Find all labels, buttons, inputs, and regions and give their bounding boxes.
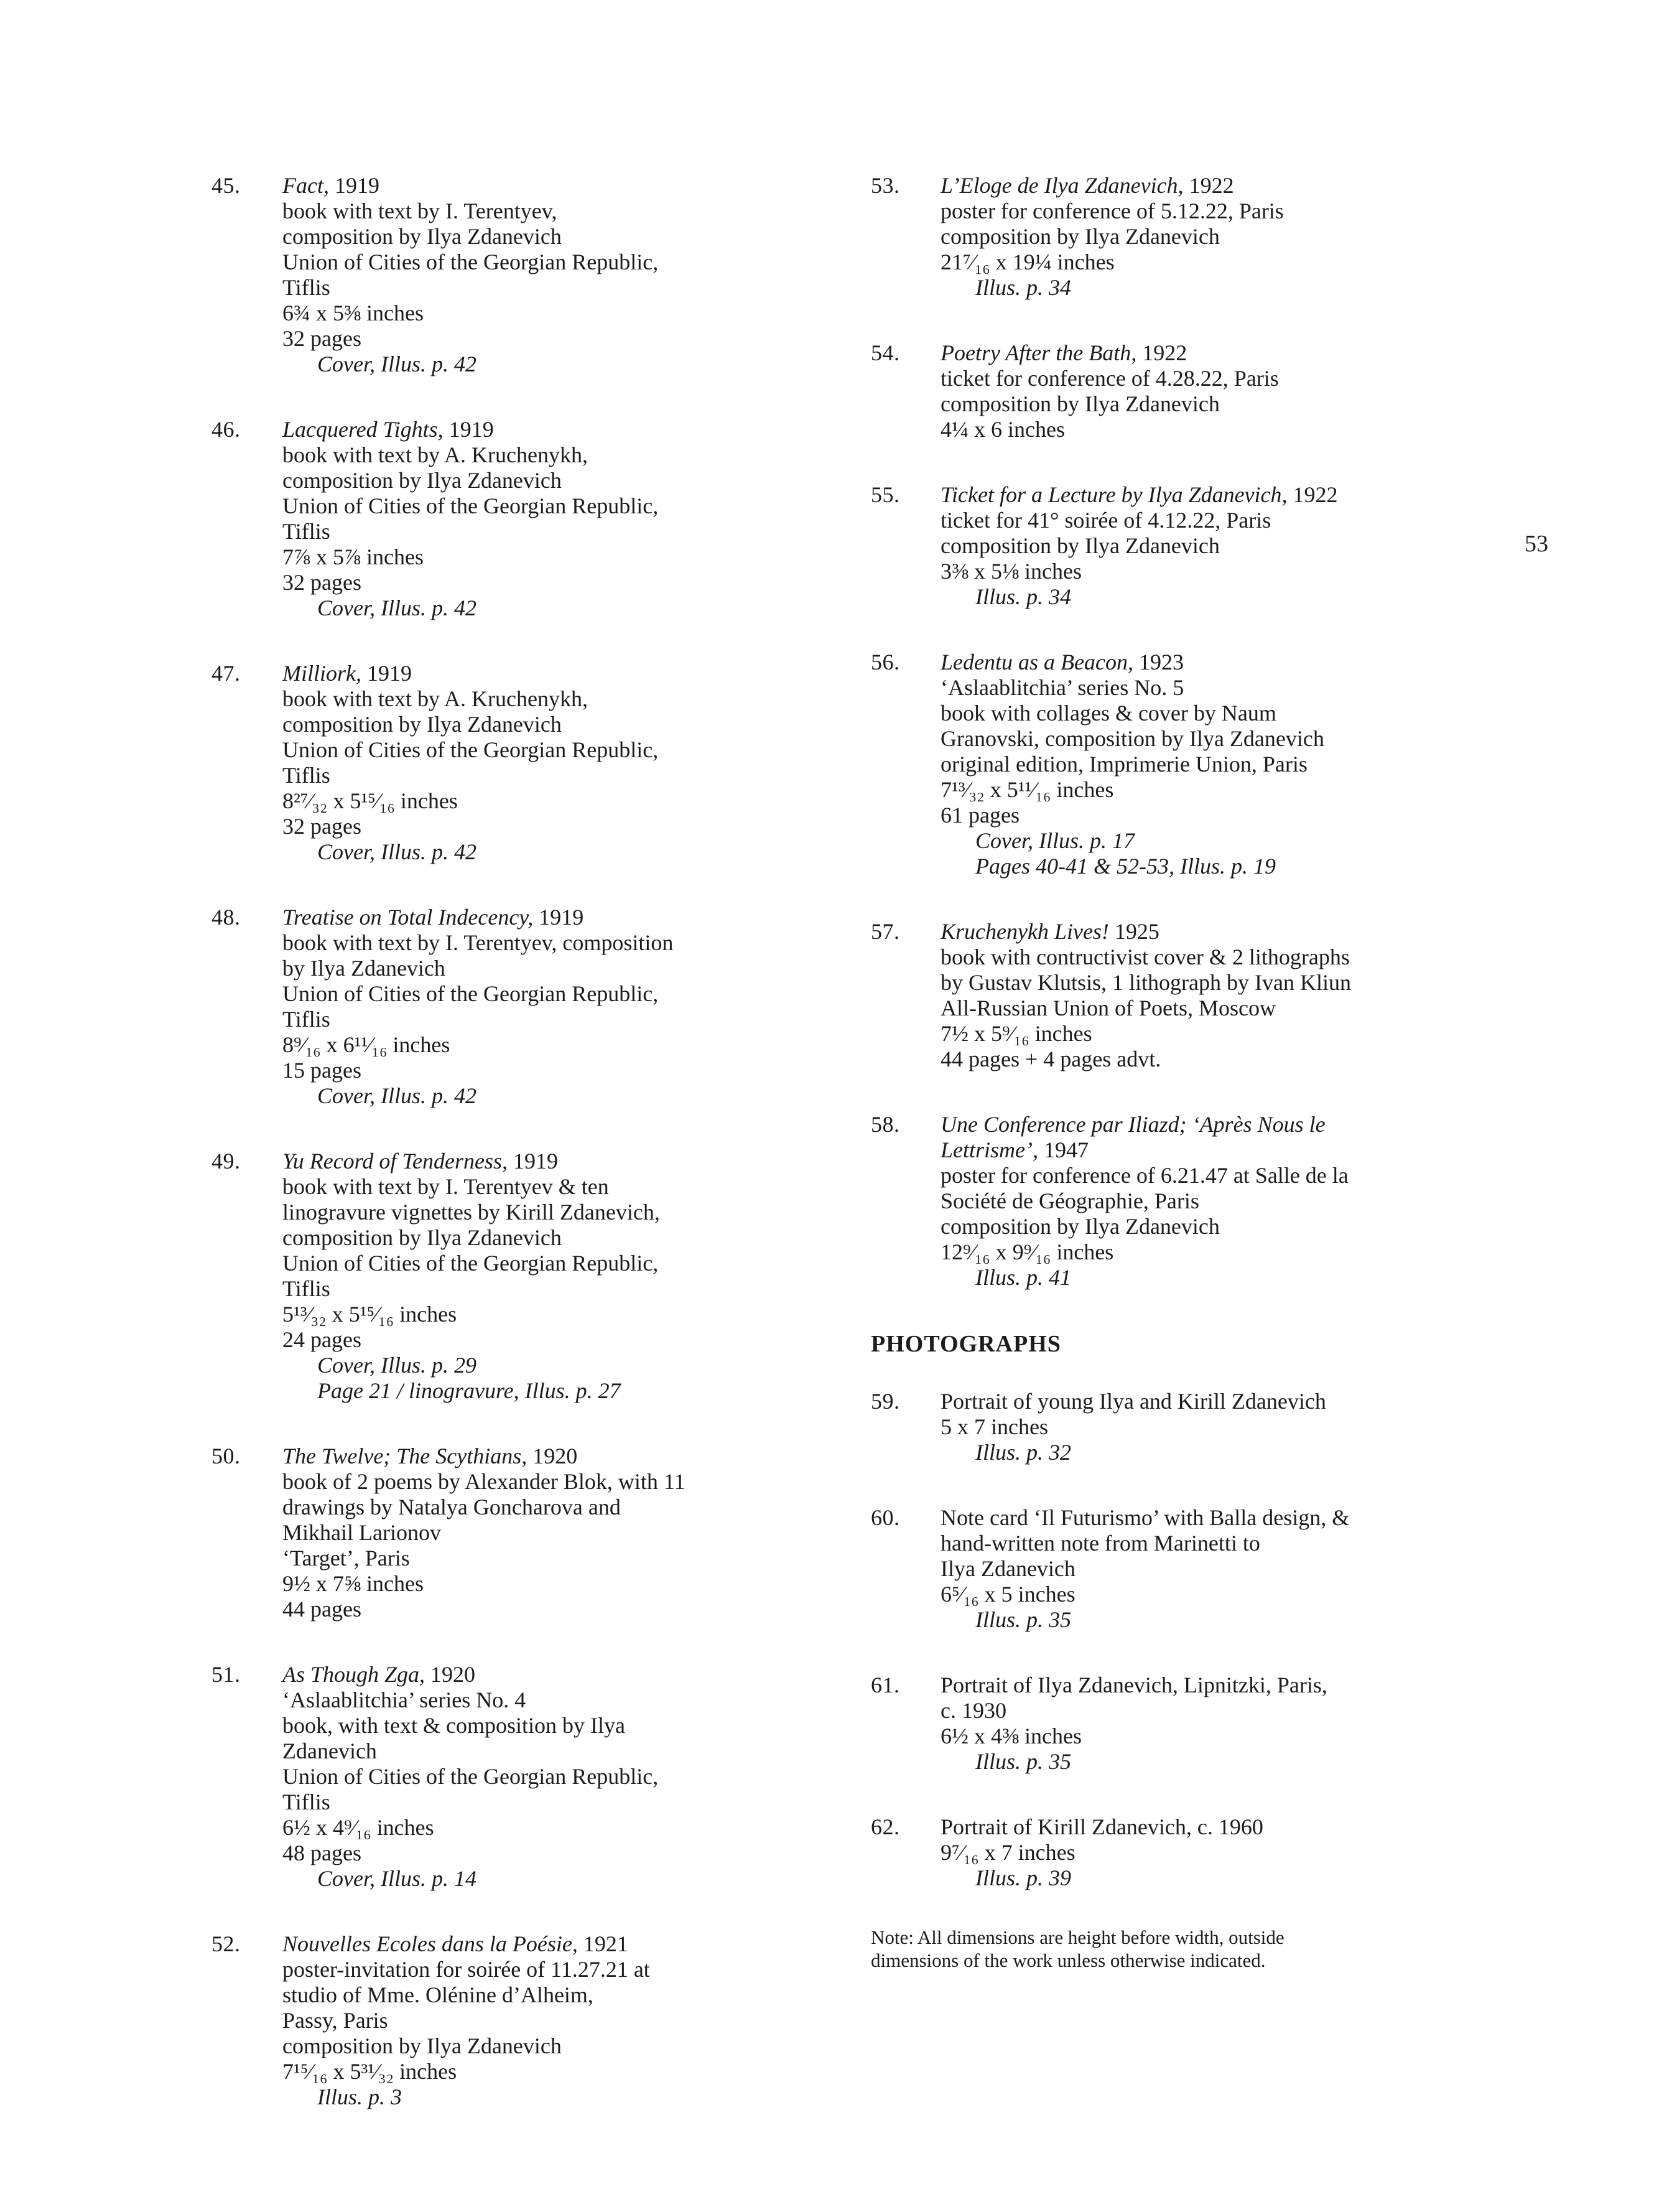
entry-year: 1919 [366,661,412,686]
entry-detail: 7⅞ x 5⅞ inches [282,544,424,569]
entry-illustration-note: Illus. p. 35 [975,1607,1072,1632]
entry-detail: 15 pages [282,1058,361,1083]
entry-detail: Zdanevich [282,1738,377,1763]
footnote-line: Note: All dimensions are height before width, outside [871,1926,1285,1948]
entry-number: 47. [211,661,241,686]
entry-detail: 7½ x 5⁹⁄₁₆ inches [941,1021,1092,1046]
entry-title: Ticket for a Lecture by Ilya Zdanevich, [941,482,1288,507]
entry-illustration-note: Cover, Illus. p. 42 [317,352,476,376]
entry-detail: linogravure vignettes by Kirill Zdanevich, [282,1200,660,1225]
entry-detail: original edition, Imprimerie Union, Paris [941,752,1308,777]
entry-detail: book with text by I. Terentyev & ten [282,1174,609,1199]
entry-detail: composition by Ilya Zdanevich [282,1225,562,1250]
entry-number: 54. [871,340,900,365]
entry-title: Nouvelles Ecoles dans la Poésie, [282,1931,578,1956]
entry-detail: 7¹⁵⁄₁₆ x 5³¹⁄₃₂ inches [282,2059,457,2084]
entry-body [941,1389,1468,1465]
entry-body [941,173,1468,301]
dimensions-footnote [871,1926,1468,1972]
entry-number: 59. [871,1389,900,1414]
entry-detail: poster for conference of 6.21.47 at Salle de la [941,1163,1349,1188]
entry-title: Yu Record of Tenderness, [282,1149,508,1174]
entry-detail: 32 pages [282,326,361,351]
entry-detail: ticket for 41° soirée of 4.12.22, Paris [941,508,1271,533]
entry-detail: book with text by I. Terentyev, composition [282,930,674,955]
entry-title-line [282,1662,834,1687]
entry-title: L’Eloge de Ilya Zdanevich, [941,173,1184,198]
entry-number: 55. [871,482,900,507]
entry-number: 51. [211,1662,241,1687]
entry-title: Lacquered Tights, [282,417,444,442]
entry-year: 1919 [334,173,379,198]
entry-body [282,417,834,621]
entry-number: 53. [871,173,900,198]
entry-detail: 21⁷⁄₁₆ x 19¼ inches [941,250,1115,274]
entry-illustration-note: Cover, Illus. p. 14 [317,1866,476,1891]
entry-detail: 8⁹⁄₁₆ x 6¹¹⁄₁₆ inches [282,1032,450,1057]
catalog-entry [211,1931,834,2110]
entry-detail: composition by Ilya Zdanevich [282,712,562,737]
entry-detail: Union of Cities of the Georgian Republic, [282,493,659,518]
entry-number: 60. [871,1505,900,1530]
entry-number: 62. [871,1814,900,1839]
entry-number: 58. [871,1112,900,1137]
entry-illustration-note: Page 21 / linogravure, Illus. p. 27 [317,1378,621,1403]
entry-detail: 61 pages [941,803,1020,828]
entry-detail: ticket for conference of 4.28.22, Paris [941,366,1279,391]
entry-detail: book with contructivist cover & 2 lithographs [941,945,1350,969]
entry-year: 1919 [448,417,494,442]
entry-illustration-note: Illus. p. 41 [975,1265,1072,1290]
photographs-heading: PHOTOGRAPHS [871,1331,1061,1357]
entry-illustration-note: Illus. p. 34 [975,584,1072,609]
entry-number: 56. [871,650,900,674]
entry-year: 1922 [1293,482,1338,507]
entry-detail: Tiflis [282,763,330,788]
entry-detail: Tiflis [282,1007,330,1032]
entry-detail: composition by Ilya Zdanevich [941,391,1220,416]
entry-title-line [941,650,1468,675]
entry-detail: Passy, Paris [282,2008,388,2033]
entry-detail: composition by Ilya Zdanevich [282,468,562,493]
catalog-entry [871,1673,1468,1775]
entry-year: 1923 [1138,650,1184,674]
entry-title: Fact, [282,173,329,198]
entry-year: 1919 [513,1149,559,1174]
entry-title-line [941,482,1468,508]
entry-detail: ‘Aslaablitchia’ series No. 5 [941,675,1184,700]
photograph-entries [871,1389,1468,1891]
catalog-entry [871,1389,1468,1465]
entry-title: Une Conference par Iliazd; ‘Après Nous le [941,1112,1326,1137]
entry-title-line [282,1931,834,1957]
entry-detail: 7¹³⁄₃₂ x 5¹¹⁄₁₆ inches [941,777,1114,802]
entry-number: 46. [211,417,241,442]
entry-detail: 5 x 7 inches [941,1414,1048,1439]
entry-title-line [941,1137,1468,1163]
entry-detail: 32 pages [282,570,361,595]
entry-title: As Though Zga, [282,1662,425,1687]
catalog-entry [871,482,1468,610]
catalog-entry [871,1505,1468,1633]
entry-title-line [282,417,834,442]
entry-title: Milliork, [282,661,361,686]
entry-detail: Ilya Zdanevich [941,1556,1076,1581]
entry-detail: Union of Cities of the Georgian Republic, [282,250,659,274]
entry-illustration-note: Pages 40-41 & 52-53, Illus. p. 19 [975,854,1276,879]
entry-detail: composition by Ilya Zdanevich [941,1214,1220,1239]
catalog-entry [871,919,1468,1072]
catalog-entry [211,1662,834,1892]
entry-title: The Twelve; The Scythians, [282,1444,527,1468]
entry-body [282,1444,834,1622]
entry-detail: Tiflis [282,1276,330,1301]
catalog-entry [211,905,834,1109]
entry-title-line [941,1112,1468,1137]
entry-detail: drawings by Natalya Goncharova and [282,1495,621,1519]
catalog-entry [211,1149,834,1404]
entry-number: 61. [871,1673,900,1697]
entry-detail: Portrait of Ilya Zdanevich, Lipnitzki, Paris, [941,1673,1327,1697]
entry-title: Poetry After the Bath, [941,340,1137,365]
page-number: 53 [1525,531,1548,557]
entry-title-line [941,919,1468,945]
entry-detail: 8²⁷⁄₃₂ x 5¹⁵⁄₁₆ inches [282,788,458,813]
footnote-line: dimensions of the work unless otherwise indicated. [871,1949,1266,1971]
entry-body [941,482,1468,610]
entry-year: 1947 [1044,1137,1089,1162]
entry-detail: poster-invitation for soirée of 11.27.21 at [282,1957,650,1982]
entry-detail: book with text by A. Kruchenykh, [282,686,588,711]
entry-detail: book, with text & composition by Ilya [282,1713,625,1738]
entry-illustration-note: Illus. p. 3 [317,2084,402,2109]
entry-detail: book with text by A. Kruchenykh, [282,442,588,467]
entry-detail: 44 pages + 4 pages advt. [941,1047,1161,1071]
entry-detail: Société de Géographie, Paris [941,1188,1199,1213]
entry-body [941,1814,1468,1891]
entry-year: 1920 [532,1444,578,1468]
entry-year: 1922 [1189,173,1234,198]
entry-detail: 24 pages [282,1327,361,1352]
catalog-entry [871,650,1468,879]
right-column [871,173,1468,1972]
entry-title-line [282,1444,834,1469]
entry-detail: book with collages & cover by Naum [941,701,1276,726]
entry-detail: 6¾ x 5⅜ inches [282,301,424,325]
entry-illustration-note: Illus. p. 35 [975,1749,1072,1774]
entry-year: 1922 [1142,340,1187,365]
entry-year: 1921 [583,1931,628,1956]
entry-detail: Union of Cities of the Georgian Republic, [282,1251,659,1276]
entry-detail: by Gustav Klutsis, 1 lithograph by Ivan Kliun [941,970,1351,995]
entry-illustration-note: Illus. p. 39 [975,1865,1072,1890]
entry-body [941,919,1468,1072]
entry-detail: Tiflis [282,519,330,544]
entry-detail: book with text by I. Terentyev, [282,198,557,223]
entry-detail: 5¹³⁄₃₂ x 5¹⁵⁄₁₆ inches [282,1302,457,1327]
entry-detail: ‘Aslaablitchia’ series No. 4 [282,1687,526,1712]
entry-body [282,173,834,377]
entry-detail: studio of Mme. Olénine d’Alheim, [282,1982,593,2007]
entry-body [282,1931,834,2110]
catalog-entry [211,661,834,865]
left-column [211,173,834,2150]
entry-body [282,1149,834,1404]
entry-detail: composition by Ilya Zdanevich [941,224,1220,249]
entry-title-line [282,905,834,930]
entry-number: 52. [211,1931,241,1956]
entry-detail: All-Russian Union of Poets, Moscow [941,996,1276,1020]
entry-detail: Portrait of Kirill Zdanevich, c. 1960 [941,1814,1263,1839]
entry-detail: Note card ‘Il Futurismo’ with Balla design, & [941,1505,1350,1530]
entry-detail: 12⁹⁄₁₆ x 9⁹⁄₁₆ inches [941,1239,1114,1264]
entry-body [282,1662,834,1892]
entry-title-line [282,661,834,686]
entry-detail: 9½ x 7⅝ inches [282,1571,424,1596]
entry-year: 1919 [539,905,584,930]
entry-detail: composition by Ilya Zdanevich [282,2033,562,2058]
entry-illustration-note: Illus. p. 34 [975,275,1072,300]
entry-detail: Mikhail Larionov [282,1520,441,1545]
entry-detail: 44 pages [282,1597,361,1622]
entry-year: 1925 [1114,919,1159,944]
entry-number: 48. [211,905,241,930]
entry-year: 1920 [430,1662,476,1687]
entry-detail: book of 2 poems by Alexander Blok, with 11 [282,1469,685,1494]
entry-detail: 4¼ x 6 inches [941,417,1065,442]
entry-detail: Union of Cities of the Georgian Republic, [282,981,659,1006]
entry-illustration-note: Cover, Illus. p. 42 [317,1083,476,1108]
entry-body [941,650,1468,879]
entry-detail: Union of Cities of the Georgian Republic, [282,737,659,762]
entry-detail: by Ilya Zdanevich [282,956,445,981]
entry-detail: 6⁵⁄₁₆ x 5 inches [941,1582,1076,1607]
catalog-entry [871,173,1468,301]
catalog-entry [211,1444,834,1622]
catalog-entry [211,417,834,621]
entry-title: Kruchenykh Lives! [941,919,1109,944]
entry-body [282,905,834,1109]
entry-detail: 9⁷⁄₁₆ x 7 inches [941,1840,1076,1865]
entry-body [941,1505,1468,1633]
entry-detail: Granovski, composition by Ilya Zdanevich [941,726,1324,751]
entry-detail: Portrait of young Ilya and Kirill Zdanevich [941,1389,1326,1414]
entry-detail: hand-written note from Marinetti to [941,1531,1260,1556]
catalog-entry [871,1112,1468,1290]
entry-title-line [282,173,834,198]
entry-detail: 32 pages [282,814,361,839]
entry-title: Treatise on Total Indecency, [282,905,534,930]
entry-illustration-note: Cover, Illus. p. 42 [317,839,476,864]
entry-detail: composition by Ilya Zdanevich [282,224,562,249]
entry-detail: ‘Target’, Paris [282,1546,410,1570]
entry-title-line [941,340,1468,366]
entry-title-line [941,173,1468,198]
entry-body [941,340,1468,442]
right-entries [871,173,1468,1290]
entry-detail: 3⅜ x 5⅛ inches [941,559,1082,584]
entry-body [941,1673,1468,1775]
entry-body [941,1112,1468,1290]
entry-illustration-note: Cover, Illus. p. 29 [317,1353,476,1378]
entry-detail: Union of Cities of the Georgian Republic, [282,1764,659,1789]
entry-detail: c. 1930 [941,1698,1006,1723]
entry-detail: 6½ x 4⁹⁄₁₆ inches [282,1815,434,1840]
catalog-entry [211,173,834,377]
entry-illustration-note: Cover, Illus. p. 42 [317,595,476,620]
catalog-entry [871,340,1468,442]
entry-detail: poster for conference of 5.12.22, Paris [941,198,1284,223]
catalog-entry [871,1814,1468,1891]
entry-title: Ledentu as a Beacon, [941,650,1133,674]
entry-number: 45. [211,173,241,198]
entry-number: 57. [871,919,900,944]
entry-number: 49. [211,1149,241,1174]
entry-illustration-note: Cover, Illus. p. 17 [975,828,1135,853]
entry-detail: composition by Ilya Zdanevich [941,533,1220,558]
entry-title-line [282,1149,834,1174]
entry-detail: Tiflis [282,275,330,300]
entry-illustration-note: Illus. p. 32 [975,1440,1072,1465]
entry-detail: 48 pages [282,1841,361,1865]
entry-detail: Tiflis [282,1790,330,1814]
entry-number: 50. [211,1444,241,1468]
entry-body [282,661,834,865]
entry-detail: 6½ x 4⅜ inches [941,1724,1082,1748]
entry-title-continued: Lettrisme’, [941,1137,1038,1162]
